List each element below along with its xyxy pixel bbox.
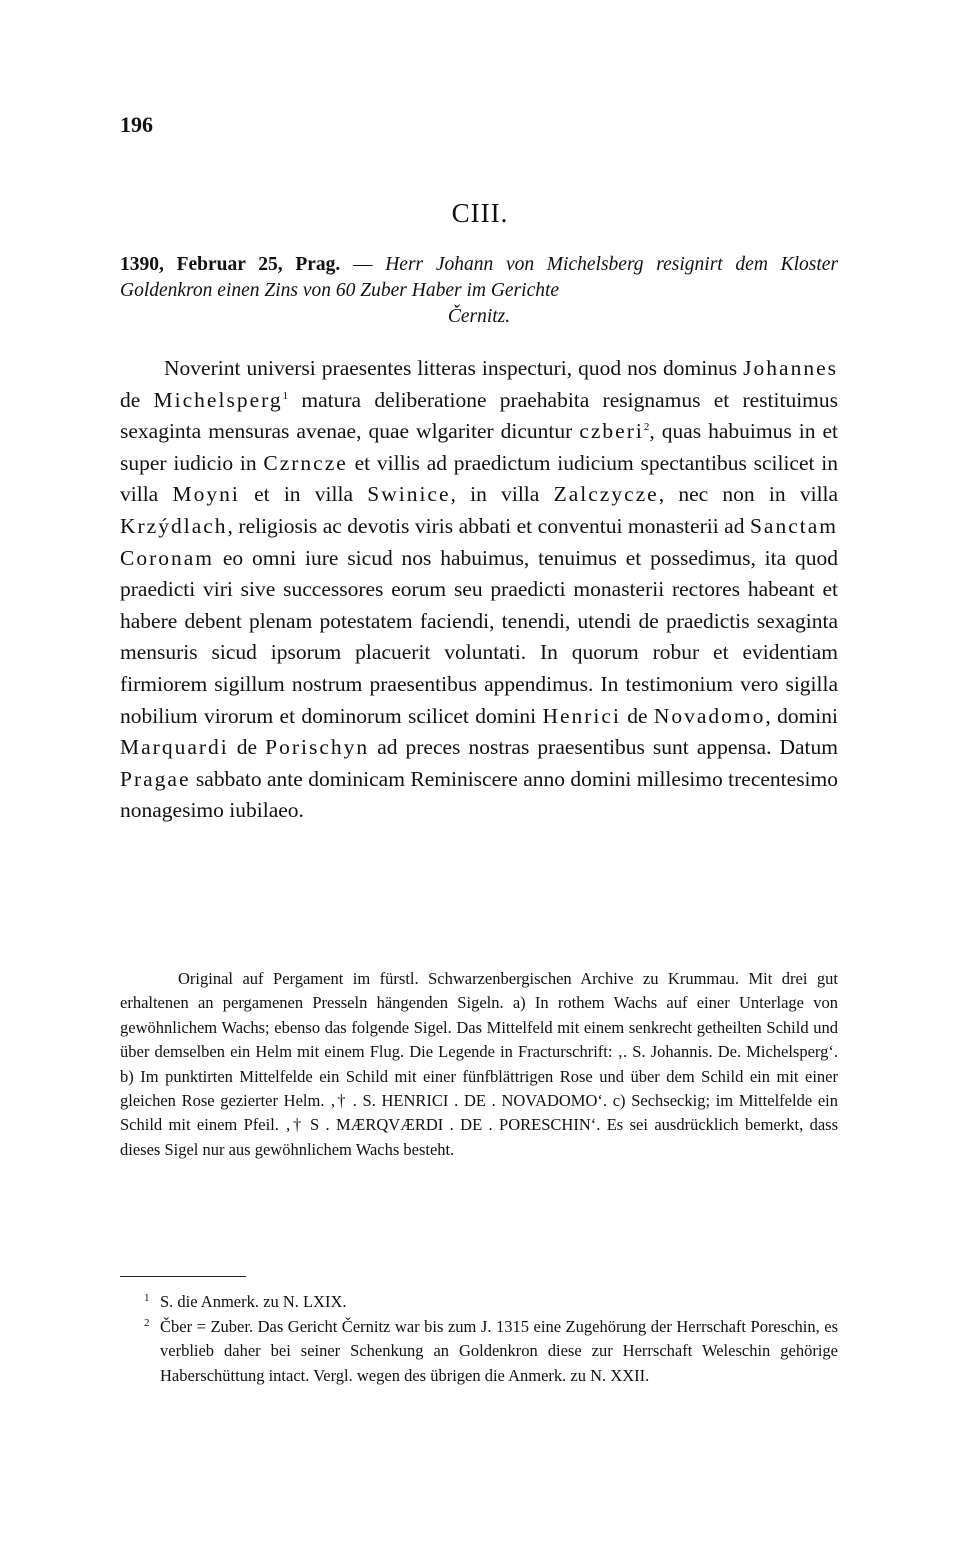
document-number: CIII.: [451, 198, 509, 228]
footnotes: [120, 1290, 838, 1388]
person-name: Marquardi: [120, 735, 229, 760]
footnote-divider: [120, 1276, 246, 1277]
body-text-segment: de: [627, 703, 648, 728]
place-name: Swinice: [367, 482, 451, 507]
body-text-segment: Noverint universi praesentes litteras inspecturi, quod nos dominus: [164, 356, 738, 380]
footnote-text: S. die Anmerk. zu N. LXIX.: [160, 1292, 347, 1311]
page-number: 196: [120, 112, 153, 137]
body-text-segment: eo omni iure sicud nos habuimus, tenuimus et possedimus, ita quod praedicti viri sive successores eorum seu praedicti monasterii rectores habeant et habere debent plenam potestatem faciendi, tenendi, utendi de praedictis sexaginta mensuris sicud ipsorum placuerit voluntati. In quorum robur et evidentiam firmiorem sigillum nostrum praesentibus appendimus. In testimonium vero sigilla nobilium virorum et dominorum scilicet domini: [120, 545, 838, 728]
body-text-segment: matura deliberatione praehabita resignamus et restituimus sexaginta mensuras avenae, quae wlgariter dicuntur: [120, 387, 839, 444]
body-text-segment: et villis ad praedictum iudicium spectantibus scilicet in villa: [120, 450, 839, 507]
body-text-segment: , quas habuimus in et super iudicio in: [120, 419, 838, 475]
body-text-segment: de: [236, 735, 258, 760]
regest-date-place: 1390, Februar 25, Prag.: [120, 254, 341, 275]
body-text-segment: , in villa: [450, 482, 540, 507]
footnote-ref: 2: [643, 421, 650, 434]
place-name: Sanctam Coronam: [120, 513, 839, 570]
place-name: Michelsperg: [153, 387, 283, 412]
body-text-segment: ad preces nostras praesentibus sunt appensa. Datum: [377, 735, 839, 760]
place-name: Novadomo: [653, 703, 766, 728]
body-text-segment: , domini: [765, 703, 838, 728]
place-name: Moyni: [172, 482, 240, 507]
place-name: Krzýdlach: [120, 513, 228, 538]
body-text-segment: et in villa: [254, 482, 353, 507]
body-paragraph: [120, 353, 838, 827]
body-text-segment: , nec non in villa: [658, 482, 839, 507]
body-text-segment: , religiosis ac devotis viris abbati et conventui monasterii ad: [227, 513, 745, 538]
body-text-segment: de: [120, 387, 141, 412]
place-name: Porischyn: [265, 735, 370, 760]
footnote-ref: 1: [282, 389, 289, 402]
place-name: Czrncze: [263, 450, 348, 475]
document-body: [120, 353, 838, 827]
archival-note-text: Original auf Pergament im fürstl. Schwarzenbergischen Archive zu Krummau. Mit drei gut erhaltenen an pergamenen Presseln hängenden Sigeln. a) In rothem Wachs auf einer Unterlage von gewöhnlichem Wachs; ebenso das folgende Sigel. Das Mittelfeld mit einem senkrecht getheilten Schild und über demselben ein Helm mit einem Flug. Die Legende in Fracturschrift: ‚. S. Johannis. De. Michelsperg‘. b) Im punktirten Mittelfelde ein Schild mit einer fünfblättrigen Rose und über dem Schild ein mit einer gleichen Rose gezierter Helm. ‚† . S. HENRICI . DE . NOVADOMO‘. c) Sechseckig; im Mittelfelde ein Schild mit einem Pfeil. ‚† S . MÆRQVÆRDI . DE . PORESCHIN‘. Es sei ausdrücklich bemerkt, dass dieses Sigel nur aus gewöhnlichem Wachs besteht.: [120, 969, 838, 1159]
term-name: czberi: [579, 419, 644, 444]
footnote-1: [120, 1290, 838, 1315]
regest-summary-end: Černitz.: [447, 306, 511, 327]
place-name: Zalczycze: [553, 482, 659, 507]
document-regest: [120, 252, 838, 330]
footnote-2: [120, 1315, 838, 1389]
place-name: Pragae: [120, 766, 191, 791]
archival-note: [120, 967, 838, 1162]
body-text-segment: sabbato ante dominicam Reminiscere anno domini millesimo trecentesimo nonagesimo iubilaeo.: [120, 766, 839, 823]
regest-summary: Herr Johann von Michelsberg resignirt dem Kloster Goldenkron einen Zins von 60 Zuber Haber im Gerichte: [120, 254, 839, 301]
footnote-mark: 2: [144, 1316, 150, 1329]
person-name: Johannes: [743, 356, 838, 380]
person-name: Henrici: [542, 703, 621, 728]
regest-dash: —: [353, 254, 373, 275]
footnote-text: Čber = Zuber. Das Gericht Černitz war bis zum J. 1315 eine Zugehörung der Herrschaft Poreschin, es verblieb daher bei seiner Schenkung an Goldenkron diese zur Herrschaft Weleschin gehörige Haberschüttung intact. Vergl. wegen des übrigen die Anmerk. zu N. XXII.: [160, 1316, 838, 1385]
footnote-mark: 1: [144, 1292, 150, 1304]
